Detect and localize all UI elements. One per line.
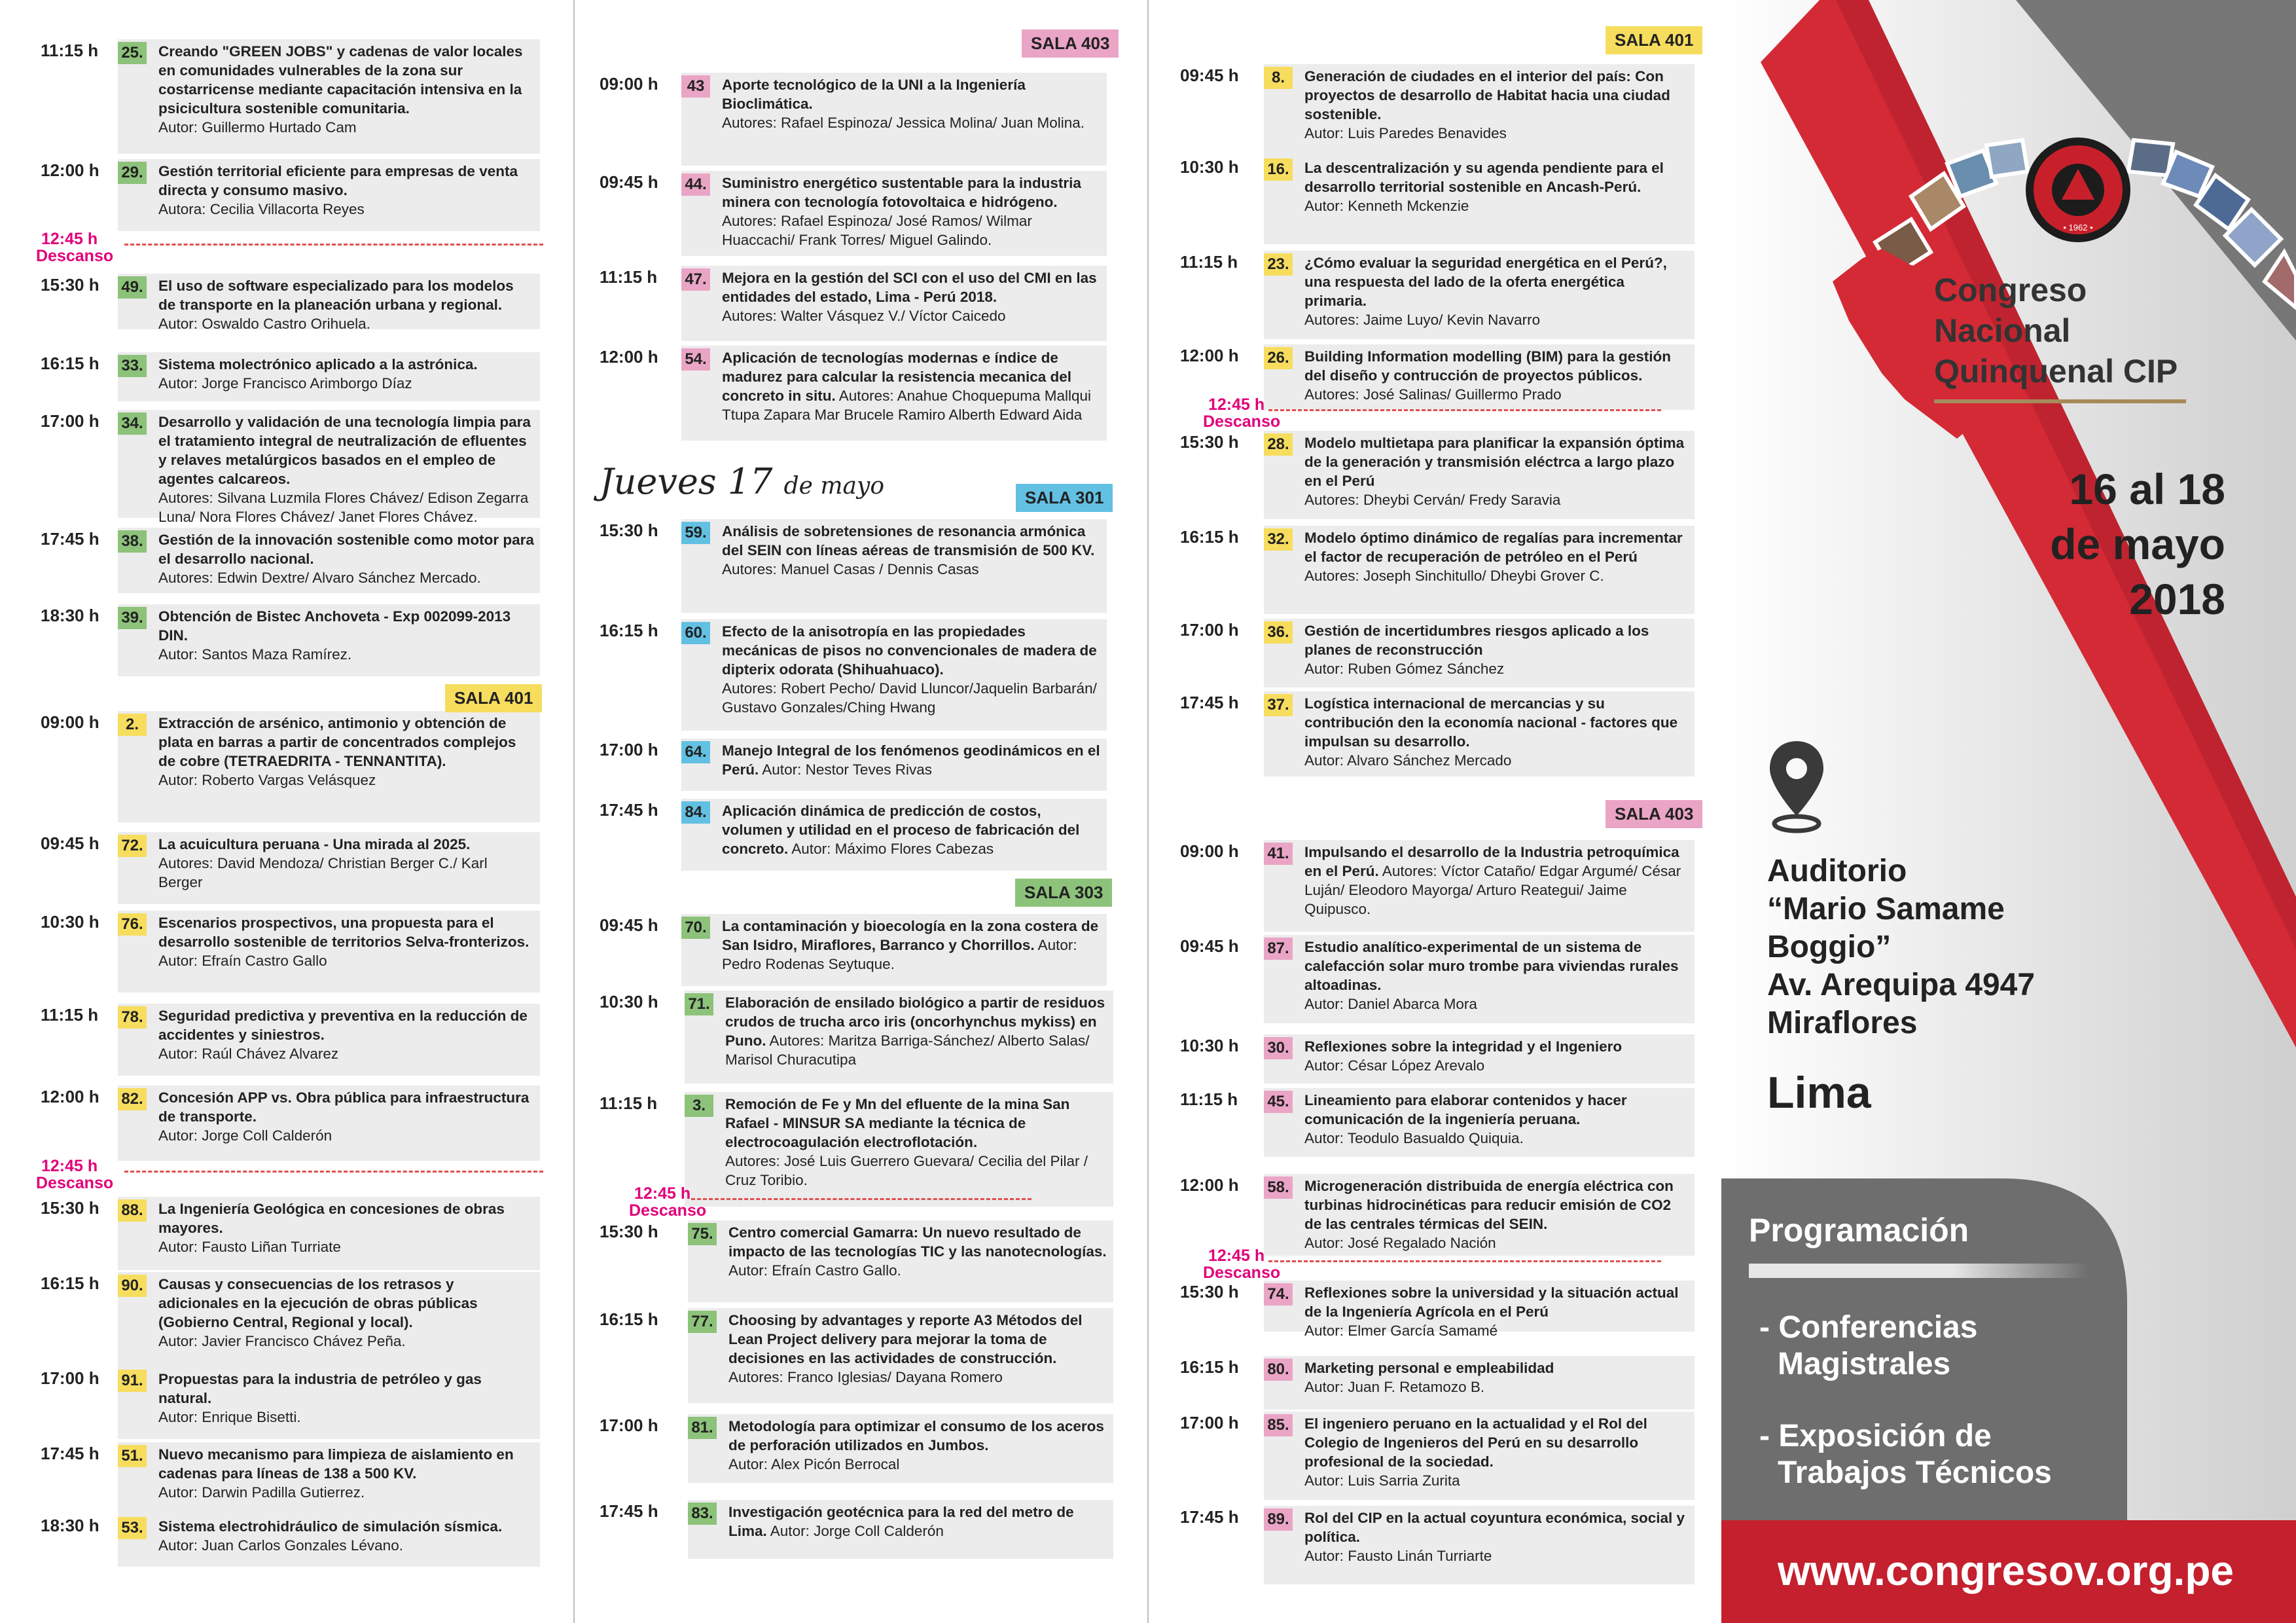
break-marker	[1203, 396, 1740, 435]
entry-time: 11:15 h	[600, 267, 658, 287]
paper-number-badge: 43	[681, 75, 710, 98]
paper-description: El uso de software especializado para los modelos de transporte en la planeación urbana y regional. Autor: Oswaldo Castro Orihuela.	[158, 278, 514, 332]
entry-time: 11:15 h	[1180, 252, 1238, 272]
entry-time: 17:45 h	[600, 1501, 658, 1521]
paper-number-badge: 60.	[681, 622, 710, 644]
paper-number-badge: 49.	[118, 276, 147, 299]
program-item-conferencias: - Conferencias Magistrales	[1759, 1310, 1978, 1381]
venue-address: Auditorio “Mario Samame Boggio” Av. Arequipa 4947 Miraflores	[1767, 854, 2036, 1040]
paper-number-badge: 26.	[1264, 347, 1293, 369]
entry-card	[118, 1004, 540, 1076]
entry-time: 16:15 h	[600, 1309, 658, 1329]
entry-card	[118, 274, 540, 332]
paper-description: Centro comercial Gamarra: Un nuevo resultado de impacto de las tecnologías TIC y las nanotecnologías. Autor: Efraín Castro Gallo.	[728, 1224, 1107, 1279]
paper-number-badge: 89.	[1264, 1508, 1293, 1531]
entry-time: 17:00 h	[600, 1415, 658, 1435]
entry-card	[118, 528, 540, 593]
paper-number-badge: 90.	[118, 1275, 147, 1297]
arc-photo	[2128, 140, 2173, 175]
break-dashed-line	[124, 1171, 543, 1173]
paper-number-badge: 51.	[118, 1445, 147, 1467]
paper-number-badge: 25.	[118, 42, 147, 64]
paper-number-badge: 75.	[688, 1223, 717, 1245]
entry-card	[118, 1085, 540, 1161]
entry-time: 16:15 h	[1180, 1357, 1239, 1377]
website-link[interactable]: www.congresov.org.pe	[1778, 1547, 2234, 1594]
entry-time: 17:00 h	[1180, 620, 1239, 640]
entry-time: 16:15 h	[41, 1273, 99, 1293]
entry-time: 09:00 h	[600, 74, 658, 94]
entry-card	[1264, 251, 1695, 339]
entry-time: 15:30 h	[41, 1198, 99, 1218]
entry-time: 17:00 h	[41, 1368, 99, 1388]
entry-card	[1264, 691, 1695, 776]
paper-description: Concesión APP vs. Obra pública para infraestructura de transporte. Autor: Jorge Coll Calderón	[158, 1089, 529, 1144]
paper-description: Creando "GREEN JOBS" y cadenas de valor locales en comunidades vulnerables de la zona sur costarricense mediante capacitación intensiva en la psicicultura sostenible comunitaria. Autor: Guillermo Hurtado Cam	[158, 43, 523, 136]
entry-time: 12:00 h	[1180, 346, 1239, 365]
paper-description: La contaminación y bioecología en la zona costera de San Isidro, Miraflores, Barranco y Chorrillos. Autor: Pedro Rodenas Seytuque.	[722, 918, 1099, 972]
paper-description: Reflexiones sobre la universidad y la situación actual de la Ingeniería Agrícola en el Perú Autor: Elmer García Samamé	[1304, 1285, 1679, 1339]
entry-time: 12:00 h	[1180, 1175, 1239, 1195]
paper-description: Logística internacional de mercancias y su contribución den la economía nacional - factores que impulsan su desarrollo. Autor: Alvaro Sánchez Mercado	[1304, 695, 1678, 769]
paper-description: Estudio analítico-experimental de un sistema de calefacción solar muro trombe para viviendas rurales altoadinas. Autor: Daniel Abarca Mora	[1304, 939, 1679, 1012]
entry-card	[1264, 1174, 1695, 1256]
entry-time: 09:00 h	[41, 712, 99, 732]
entry-card	[118, 604, 540, 676]
schedule-column-1	[0, 0, 573, 1623]
entry-time: 10:30 h	[1180, 1036, 1239, 1055]
entry-card	[1264, 1412, 1695, 1500]
entry-card	[681, 914, 1107, 986]
entry-card	[118, 159, 540, 231]
entry-card	[1264, 1034, 1695, 1084]
paper-description: Propuestas para la industria de petróleo y gas natural. Autor: Enrique Bisetti.	[158, 1371, 482, 1425]
paper-description: Building Information modelling (BIM) para la gestión del diseño y contrucción de proyectos públicos. Autores: José Salinas/ Guillermo Prado	[1304, 348, 1671, 403]
entry-card	[118, 1442, 540, 1514]
paper-number-badge: 74.	[1264, 1283, 1293, 1305]
entry-time: 18:30 h	[41, 1516, 99, 1535]
day-heading: Jueves 17 de mayo	[600, 461, 885, 502]
cover-panel	[1721, 0, 2296, 1623]
paper-number-badge: 8.	[1264, 67, 1293, 89]
entry-card	[688, 1414, 1113, 1483]
paper-number-badge: 77.	[688, 1311, 717, 1333]
paper-description: El ingeniero peruano en la actualidad y el Rol del Colegio de Ingenieros del Perú en su desarrollo profesional de la sociedad. Autor: Luis Sarria Zurita	[1304, 1415, 1647, 1489]
break-marker	[36, 230, 573, 270]
paper-number-badge: 47.	[681, 268, 710, 291]
entry-time: 10:30 h	[1180, 157, 1239, 177]
paper-number-badge: 85.	[1264, 1414, 1293, 1436]
paper-number-badge: 33.	[118, 355, 147, 377]
program-underline	[1749, 1264, 2089, 1278]
entry-time: 16:15 h	[600, 621, 658, 640]
break-dashed-line	[1268, 1260, 1661, 1262]
entry-card	[688, 1308, 1113, 1403]
paper-number-badge: 82.	[118, 1088, 147, 1110]
entry-time: 17:45 h	[1180, 1507, 1239, 1527]
entry-card	[118, 352, 540, 401]
entry-card	[118, 39, 540, 154]
entry-time: 11:15 h	[41, 1005, 99, 1025]
paper-number-badge: 72.	[118, 835, 147, 857]
paper-number-badge: 2.	[118, 714, 147, 736]
room-label: SALA 303	[1015, 879, 1112, 907]
paper-description: Investigación geotécnica para la red del metro de Lima. Autor: Jorge Coll Calderón	[728, 1504, 1074, 1539]
entry-card	[681, 346, 1107, 441]
location-pin-icon	[1767, 739, 1833, 837]
entry-time: 10:30 h	[41, 912, 99, 932]
paper-number-badge: 64.	[681, 741, 710, 763]
paper-description: Metodología para optimizar el consumo de los aceros de perforación utilizados en Jumbos. Autor: Alex Picón Berrocal	[728, 1418, 1104, 1472]
entry-card	[118, 1272, 540, 1367]
paper-number-badge: 37.	[1264, 694, 1293, 716]
paper-number-badge: 71.	[685, 993, 713, 1015]
paper-description: Aplicación dinámica de predicción de costos, volumen y utilidad en el proceso de fabricación del concreto. Autor: Máximo Flores Cabezas	[722, 803, 1080, 857]
paper-number-badge: 54.	[681, 348, 710, 371]
paper-number-badge: 80.	[1264, 1359, 1293, 1381]
paper-description: Gestión territorial eficiente para empresas de venta directa y consumo masivo. Autora: Cecilia Villacorta Reyes	[158, 163, 518, 217]
entry-card	[681, 73, 1107, 166]
paper-number-badge: 30.	[1264, 1037, 1293, 1059]
paper-description: Marketing personal e empleabilidad Autor: Juan F. Retamozo B.	[1304, 1360, 1554, 1395]
paper-description: Escenarios prospectivos, una propuesta para el desarrollo sostenible de territorios Selva-fronterizos. Autor: Efraín Castro Gallo	[158, 915, 529, 969]
entry-time: 16:15 h	[1180, 527, 1239, 547]
paper-number-badge: 38.	[118, 530, 147, 553]
schedule-column-2	[573, 0, 1147, 1623]
paper-number-badge: 78.	[118, 1006, 147, 1029]
entry-card	[685, 991, 1113, 1084]
paper-description: Desarrollo y validación de una tecnología limpia para el tratamiento integral de neutralización de efluentes y relaves metalúrgicos basados en el empleo de agentes calcareos. Autores: Silvana Luzmila Flores Chávez/ Edison Zegarra Luna/ Nora Flores Chávez/ Janet Flores Chávez.	[158, 414, 531, 525]
paper-description: Suministro energético sustentable para la industria minera con tecnología fotovoltaica e hidrógeno. Autores: Rafael Espinoza/ José Ramos/ Wilmar Huaccachi/ Frank Torres/ Miguel Galindo.	[722, 175, 1081, 248]
break-marker	[629, 1185, 1166, 1224]
paper-number-badge: 29.	[118, 162, 147, 184]
event-date: 16 al 18 de mayo 2018	[2050, 465, 2225, 623]
paper-number-badge: 84.	[681, 801, 710, 824]
entry-time: 17:00 h	[41, 411, 99, 431]
paper-number-badge: 70.	[681, 917, 710, 939]
paper-description: Modelo óptimo dinámico de regalías para incrementar el factor de recuperación de petróleo en el Perú Autores: Joseph Sinchitullo/ Dheybi Grover C.	[1304, 530, 1683, 584]
paper-description: Manejo Integral de los fenómenos geodinámicos en el Perú. Autor: Nestor Teves Rivas	[722, 742, 1100, 778]
break-label: 12:45 h Descanso	[36, 230, 114, 265]
paper-description: Obtención de Bistec Anchoveta - Exp 002099-2013 DIN. Autor: Santos Maza Ramírez.	[158, 608, 511, 663]
paper-number-badge: 28.	[1264, 433, 1293, 456]
paper-description: Seguridad predictiva y preventiva en la reducción de accidentes y siniestros. Autor: Raúl Chávez Alvarez	[158, 1008, 528, 1062]
room-label: SALA 403	[1605, 800, 1702, 828]
paper-number-badge: 88.	[118, 1199, 147, 1222]
entry-time: 11:15 h	[41, 41, 99, 60]
entry-card	[1264, 526, 1695, 614]
paper-description: Generación de ciudades en el interior del país: Con proyectos de desarrollo de Habitat hacia una ciudad sostenible. Autor: Luis Paredes Benavides	[1304, 68, 1670, 141]
entry-time: 17:45 h	[600, 800, 658, 820]
paper-description: Aporte tecnológico de la UNI a la Ingeniería Bioclimática. Autores: Rafael Espinoza/ Jessica Molina/ Juan Molina.	[722, 77, 1085, 131]
program-title: Programación	[1749, 1212, 1969, 1249]
entry-card	[118, 1367, 540, 1439]
paper-description: Reflexiones sobre la integridad y el Ingeniero Autor: César López Arevalo	[1304, 1038, 1623, 1074]
paper-number-badge: 76.	[118, 913, 147, 936]
paper-description: La descentralización y su agenda pendiente para el desarrollo territorial sostenible en Ancash-Perú. Autor: Kenneth Mckenzie	[1304, 160, 1664, 214]
paper-number-badge: 39.	[118, 607, 147, 629]
entry-card	[1264, 1356, 1695, 1410]
paper-description: Gestión de incertidumbres riesgos aplicado a los planes de reconstrucción Autor: Ruben Gómez Sánchez	[1304, 623, 1649, 677]
entry-time: 12:00 h	[41, 160, 99, 180]
break-label: 12:45 h Descanso	[36, 1157, 114, 1192]
entry-card	[681, 266, 1107, 341]
entry-time: 12:00 h	[600, 347, 658, 367]
paper-number-badge: 44.	[681, 173, 710, 196]
entry-time: 11:15 h	[1180, 1089, 1238, 1109]
entry-card	[681, 799, 1107, 871]
entry-time: 09:45 h	[600, 172, 658, 192]
paper-description: Mejora en la gestión del SCI con el uso del CMI en las entidades del estado, Lima - Perú 2018. Autores: Walter Vásquez V./ Víctor Caicedo	[722, 270, 1097, 324]
arc-photo	[1986, 140, 2028, 177]
paper-description: Choosing by advantages y reporte A3 Métodos del Lean Project delivery para mejorar la toma de decisiones en las actividades de construcción. Autores: Franco Iglesias/ Dayana Romero	[728, 1312, 1083, 1385]
paper-number-badge: 32.	[1264, 528, 1293, 551]
entry-card	[688, 1500, 1113, 1559]
entry-time: 17:45 h	[41, 1444, 99, 1463]
paper-description: Aplicación de tecnologías modernas e índice de madurez para calcular la resistencia mecanica del concreto in situ. Autores: Anahue Choquepuma Mallqui Ttupa Zapara Mar Brucele Ramiro Alberth Edward Aida	[722, 350, 1092, 423]
paper-description: La acuicultura peruana - Una mirada al 2025. Autores: David Mendoza/ Christian Berger C./ Karl Berger	[158, 836, 488, 890]
paper-number-badge: 59.	[681, 522, 710, 544]
entry-time: 17:00 h	[1180, 1413, 1239, 1432]
paper-number-badge: 58.	[1264, 1176, 1293, 1199]
title-underline	[1934, 399, 2186, 403]
paper-number-badge: 3.	[685, 1095, 713, 1117]
paper-number-badge: 87.	[1264, 938, 1293, 960]
entry-card	[118, 410, 540, 525]
paper-description: Análisis de sobretensiones de resonancia armónica del SEIN con líneas aéreas de transmisión de 500 KV. Autores: Manuel Casas / Dennis Casas	[722, 523, 1095, 577]
room-label: SALA 301	[1016, 484, 1113, 512]
entry-time: 09:00 h	[1180, 841, 1239, 861]
entry-time: 16:15 h	[41, 354, 99, 373]
break-dashed-line	[124, 244, 543, 246]
entry-time: 17:45 h	[41, 529, 99, 549]
paper-description: Sistema electrohidráulico de simulación sísmica. Autor: Juan Carlos Gonzales Lévano.	[158, 1518, 503, 1554]
entry-card	[1264, 1506, 1695, 1584]
paper-number-badge: 53.	[118, 1517, 147, 1539]
city-name: Lima	[1767, 1068, 1871, 1118]
paper-number-badge: 16.	[1264, 158, 1293, 181]
entry-time: 15:30 h	[600, 1222, 658, 1241]
paper-description: Remoción de Fe y Mn del efluente de la mina San Rafael - MINSUR SA mediante la técnica de electrocoagulación electroflotación. Autores: José Luis Guerrero Guevara/ Cecilia del Pilar / Cruz Toribio.	[725, 1096, 1088, 1188]
paper-number-badge: 41.	[1264, 843, 1293, 865]
congress-title: Congreso Nacional Quinquenal CIP	[1934, 272, 2178, 390]
entry-card	[681, 519, 1107, 613]
arc-photo	[2265, 252, 2296, 308]
entry-card	[118, 832, 540, 904]
entry-time: 15:30 h	[600, 520, 658, 540]
paper-description: Rol del CIP en la actual coyuntura económica, social y política. Autor: Fausto Linán Turriarte	[1304, 1510, 1685, 1564]
entry-card	[681, 619, 1107, 731]
room-label: SALA 401	[445, 684, 542, 712]
entry-time: 17:45 h	[1180, 693, 1239, 712]
paper-number-badge: 81.	[688, 1417, 717, 1439]
entry-card	[1264, 840, 1695, 932]
entry-time: 18:30 h	[41, 606, 99, 625]
paper-description: Microgeneración distribuida de energía eléctrica con turbinas hidrocinéticas para reducir emisión de CO2 de las centrales térmicas del SEIN. Autor: José Regalado Nación	[1304, 1178, 1674, 1251]
paper-number-badge: 91.	[118, 1370, 147, 1392]
entry-time: 11:15 h	[600, 1093, 658, 1113]
paper-number-badge: 45.	[1264, 1091, 1293, 1113]
entry-time: 15:30 h	[1180, 1282, 1239, 1302]
paper-description: Sistema molectrónico aplicado a la astrónica. Autor: Jorge Francisco Arimborgo Díaz	[158, 356, 478, 392]
entry-card	[1264, 64, 1695, 156]
entry-card	[118, 1514, 540, 1567]
entry-card	[1264, 1281, 1695, 1339]
paper-description: Elaboración de ensilado biológico a partir de residuos crudos de trucha arco iris (oncorhynchus mykiss) en Puno. Autores: Maritza Barriga-Sánchez/ Alberto Salas/ Marisol Churacutipa	[725, 994, 1105, 1068]
paper-description: Nuevo mecanismo para limpieza de aislamiento en cadenas para líneas de 138 a 500 KV. Autor: Darwin Padilla Gutierrez.	[158, 1446, 514, 1501]
website-footer	[1721, 1520, 2296, 1623]
break-marker	[36, 1158, 573, 1197]
entry-card	[1264, 935, 1695, 1023]
entry-time: 15:30 h	[41, 275, 99, 295]
break-dashed-line	[1268, 409, 1661, 411]
entry-time: 09:45 h	[600, 915, 658, 935]
paper-description: Impulsando el desarrollo de la Industria petroquímica en el Perú. Autores: Víctor Cataño/ Edgar Argumé/ César Luján/ Eleodoro Mayorga/ Arturo Reategui/ Jaime Quipusco.	[1304, 844, 1681, 917]
paper-description: La Ingeniería Geológica en concesiones de obras mayores. Autor: Fausto Liñan Turriate	[158, 1201, 505, 1255]
program-item-exposicion: - Exposición de Trabajos Técnicos	[1759, 1419, 2052, 1490]
paper-description: Efecto de la anisotropía en las propiedades mecánicas de pisos no convencionales de madera de dipterix odorata (Shihuahuaco). Autores: Robert Pecho/ David Lluncor/Jaquelin Barbarán/ Gustavo Gonzales/Ching Hwang	[722, 623, 1097, 716]
break-dashed-line	[691, 1198, 1031, 1200]
break-marker	[1203, 1247, 1740, 1286]
paper-description: Causas y consecuencias de los retrasos y adicionales en la ejecución de obras públicas (Gobierno Central, Regional y local). Autor: Javier Francisco Chávez Peña.	[158, 1276, 478, 1349]
break-label: 12:45 h Descanso	[1203, 395, 1281, 431]
paper-description: Extracción de arsénico, antimonio y obtención de plata en barras a partir de concentrados complejos de cobre (TETRAEDRITA - TENNANTITA). Autor: Roberto Vargas Velásquez	[158, 715, 516, 788]
paper-number-badge: 34.	[118, 412, 147, 435]
paper-description: Modelo multietapa para planificar la expansión óptima de la generación y transmisión eléctrca a largo plazo en el Perú Autores: Dheybi Cerván/ Fredy Saravia	[1304, 435, 1685, 508]
paper-number-badge: 36.	[1264, 621, 1293, 644]
entry-time: 09:45 h	[1180, 65, 1239, 85]
schedule-column-3	[1147, 0, 1721, 1623]
entry-card	[681, 739, 1107, 791]
entry-card	[118, 911, 540, 993]
entry-time: 10:30 h	[600, 992, 658, 1012]
entry-card	[688, 1220, 1113, 1302]
entry-time: 17:00 h	[600, 740, 658, 759]
paper-description: Gestión de la innovación sostenible como motor para el desarrollo nacional. Autores: Edwin Dextre/ Alvaro Sánchez Mercado.	[158, 532, 534, 586]
entry-time: 15:30 h	[1180, 432, 1239, 452]
entry-card	[118, 711, 540, 822]
cip-seal	[2026, 137, 2130, 242]
break-label: 12:45 h Descanso	[629, 1184, 707, 1220]
seal-year: • 1962 •	[2063, 223, 2093, 232]
entry-time: 09:45 h	[1180, 936, 1239, 956]
entry-time: 12:00 h	[41, 1087, 99, 1106]
paper-number-badge: 23.	[1264, 253, 1293, 276]
room-label: SALA 403	[1022, 29, 1119, 58]
entry-card	[1264, 431, 1695, 519]
paper-number-badge: 83.	[688, 1503, 717, 1525]
room-label: SALA 401	[1605, 26, 1702, 54]
paper-description: ¿Cómo evaluar la seguridad energética en el Perú?, una respuesta del lado de la oferta energética primaria. Autores: Jaime Luyo/ Kevin Navarro	[1304, 255, 1667, 328]
entry-card	[1264, 619, 1695, 687]
entry-card	[118, 1197, 540, 1270]
break-label: 12:45 h Descanso	[1203, 1247, 1281, 1282]
entry-card	[1264, 1088, 1695, 1157]
entry-card	[681, 171, 1107, 256]
paper-description: Lineamiento para elaborar contenidos y hacer comunicación de la ingeniería peruana. Autor: Teodulo Basualdo Quiquia.	[1304, 1092, 1627, 1146]
entry-time: 09:45 h	[41, 833, 99, 853]
entry-card	[1264, 156, 1695, 244]
